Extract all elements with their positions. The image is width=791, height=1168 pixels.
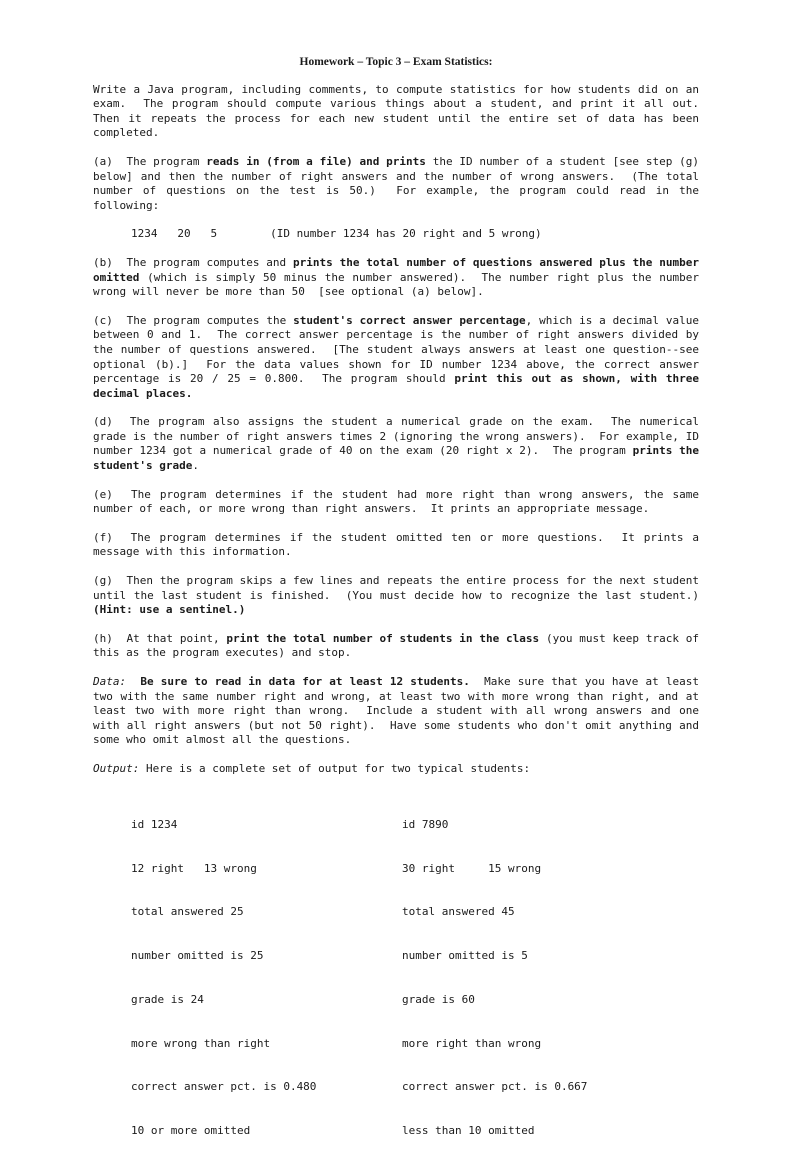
output-line: number omitted is 25 <box>131 949 264 963</box>
item-c <box>93 313 706 402</box>
item-f: (f) The program determines if the student omitted ten or more questions. It prints a message with this information. <box>93 530 706 559</box>
item-b-text-2: (which is simply 50 minus the number answered). The number right plus the number wrong will never be more than 50 [see optional (a) below]. <box>93 270 706 299</box>
data-label: Data: <box>93 675 127 688</box>
output-text: Here is a complete set of output for two typical students: <box>139 761 531 775</box>
output-line: id 1234 <box>131 817 178 831</box>
item-b <box>93 255 706 300</box>
intro-paragraph: Write a Java program, including comments, to compute statistics for how students did on an exam. The program should compute various things about a student, and print it all out. Then it repeats the process for each new student until the entire set of data has been completed. <box>93 82 713 140</box>
output-line: more wrong than right <box>131 1036 271 1050</box>
output-line: number omitted is 5 <box>402 949 528 963</box>
item-c-bold-2: print this out as shown, with three decimal places. <box>93 372 706 400</box>
item-d <box>93 415 706 473</box>
output-label: Output: <box>93 761 140 775</box>
output-line: total answered 25 <box>131 905 244 919</box>
output-line: 10 or more omitted <box>131 1124 251 1138</box>
output-line: correct answer pct. is 0.480 <box>131 1080 317 1094</box>
item-g <box>93 574 706 618</box>
output-line: 12 right 13 wrong <box>131 861 257 875</box>
page-title: Homework – Topic 3 – Exam Statistics: <box>299 56 493 68</box>
item-h-text-1: (h) At that point, <box>93 631 227 645</box>
item-a-bold-1: reads in (from a file) and prints <box>206 154 426 168</box>
item-a-text-1: (a) The program <box>93 154 207 168</box>
output-line: id 7890 <box>402 817 449 831</box>
output-line: less than 10 omitted <box>402 1124 535 1138</box>
item-a-text-2: the ID number of a student [see step (g) below] and then the number of right answers and the number of wrong answers. (The total number of questions on the test is 50.) For example, the program could read in the following: <box>93 154 706 212</box>
data-text-1: Make sure that you have at least two with the same number right and wrong, at least two with more wrong than right, and at least two with more right than wrong. Include a student with all wrong answers and one with all right answers (but not 50 right). Have some students who don't omit anything and some who omit almost all the questions. <box>93 675 706 747</box>
sample-output <box>93 789 699 1168</box>
item-c-text-1: (c) The program computes the <box>93 313 294 327</box>
item-d-bold-1: prints the student's grade <box>93 444 706 473</box>
item-c-text-2: , which is a decimal value between 0 and 1. The correct answer percentage is the number of right answers divided by the number of questions answered. [The student always answers at least one question--see optional (b).] For the data values shown for ID number 1234 above, the correct answer percentage is 20 / 25 = 0.800. The program should <box>93 313 706 386</box>
item-b-bold-1: prints the total number of questions answered plus the number omitted <box>93 255 706 284</box>
item-d-text-2: . <box>192 459 199 473</box>
item-e: (e) The program determines if the student had more right than wrong answers, the same number of each, or more wrong than right answers. It prints an appropriate message. <box>93 487 706 516</box>
output-line: grade is 60 <box>402 992 475 1006</box>
item-g-text-1: (g) Then the program skips a few lines and repeats the entire process for the next student until the last student is finished. (You must decide how to recognize the last student.) <box>93 574 706 602</box>
output-line: correct answer pct. is 0.667 <box>402 1080 588 1094</box>
item-g-bold-1: (Hint: use a sentinel.) <box>93 603 246 617</box>
data-bold-1: Be sure to read in data for at least 12 students. <box>126 675 470 688</box>
example-input-line: 1234 20 5 (ID number 1234 has 20 right and 5 wrong) <box>131 227 542 241</box>
output-line: total answered 45 <box>402 905 515 919</box>
data-paragraph <box>93 675 706 748</box>
item-h-bold-1: print the total number of students in the class <box>226 631 540 645</box>
item-b-text-1: (b) The program computes and <box>93 255 294 269</box>
item-c-bold-1: student's correct answer percentage <box>293 313 526 327</box>
item-h <box>93 631 706 661</box>
sample-output-student-1 <box>131 789 402 1168</box>
item-h-text-2: (you must keep track of this as the program executes) and stop. <box>93 631 706 660</box>
output-paragraph <box>93 762 699 777</box>
output-line: 30 right 15 wrong <box>402 861 542 875</box>
output-line: more right than wrong <box>402 1036 542 1050</box>
item-d-text-1: (d) The program also assigns the student a numerical grade on the exam. The numerical grade is the number of right answers times 2 (ignoring the wrong answers). For example, ID number 1234 got a numerical grade of 40 on the exam (20 right x 2). The program <box>93 415 706 458</box>
output-line: grade is 24 <box>131 992 204 1006</box>
item-a <box>93 154 706 213</box>
sample-output-student-2 <box>402 789 587 1168</box>
